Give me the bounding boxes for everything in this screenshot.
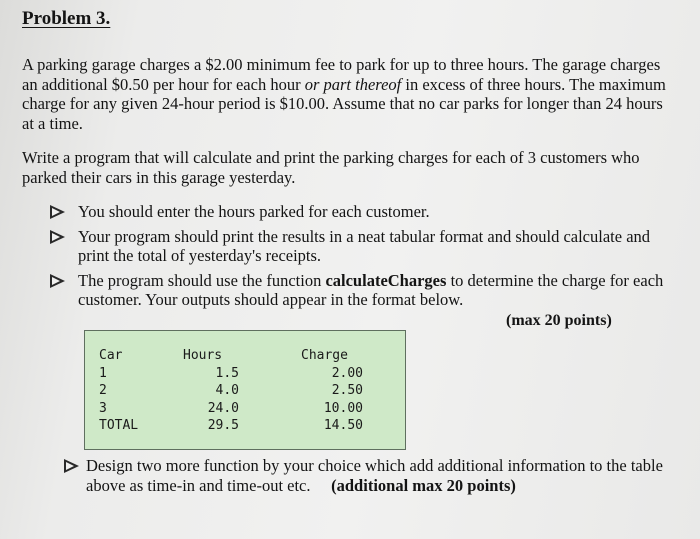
column-charge	[301, 347, 363, 435]
description-italic: or part thereof	[304, 74, 402, 94]
cell-charge: 14.50	[323, 418, 363, 433]
requirement-text-3b: to determine the charge for each customer. Your outputs should appear in the format below.	[78, 270, 664, 309]
column-car	[99, 347, 138, 435]
cell-car: 1	[99, 365, 107, 381]
bonus-text: Design two more function by your choice which add additional information to the table above as time-in and time-out etc.	[86, 456, 663, 495]
cell-hours: 24.0	[207, 400, 239, 416]
cell-hours: 29.5	[207, 418, 239, 433]
max-points-label: (max 20 points)	[506, 312, 612, 329]
arrowhead-bullet-icon	[50, 230, 65, 244]
arrowhead-bullet-icon	[50, 274, 65, 288]
requirement-item-2	[50, 227, 678, 266]
header-hours: Hours	[183, 348, 223, 363]
requirement-text-1: You should enter the hours parked for each customer.	[78, 202, 430, 221]
cell-car: 3	[99, 400, 107, 416]
description-text-2: in excess of three hours. The maximum charge for any given 24-hour period is $10.00. Assume that no car parks for longer than 24 hours at a time.	[22, 74, 666, 133]
header-charge: Charge	[301, 348, 348, 363]
sample-output-table	[84, 330, 406, 450]
description-text-1: A parking garage charges a $2.00 minimum fee to park for up to three hours. The garage charges an additional $0.50 per hour for each hour	[22, 55, 661, 94]
problem-title: Problem 3.	[22, 8, 111, 29]
requirements-list	[50, 202, 678, 315]
cell-car: 2	[99, 383, 107, 398]
cell-car: TOTAL	[99, 418, 139, 433]
arrowhead-bullet-icon	[64, 459, 79, 473]
requirement-item-1	[50, 202, 678, 222]
column-hours	[183, 347, 239, 435]
requirement-text-3a: The program should use the function	[78, 270, 326, 290]
bonus-requirement	[64, 456, 679, 495]
requirement-text-2: Your program should print the results in a neat tabular format and should calculate and print the total of yesterday's receipts.	[78, 226, 651, 265]
task-statement: Write a program that will calculate and print the parking charges for each of 3 customers who parked their cars in this garage yesterday.	[22, 148, 640, 187]
bonus-points-label: (additional max 20 points)	[331, 475, 516, 495]
requirement-item-3	[50, 271, 678, 310]
problem-description	[22, 55, 677, 133]
cell-hours: 1.5	[215, 365, 239, 381]
header-car: Car	[99, 348, 123, 363]
cell-charge: 10.00	[323, 400, 363, 416]
cell-charge: 2.50	[331, 383, 363, 398]
arrowhead-bullet-icon	[50, 205, 65, 219]
cell-hours: 4.0	[215, 383, 239, 398]
cell-charge: 2.00	[331, 365, 363, 381]
function-name: calculateCharges	[325, 270, 447, 290]
